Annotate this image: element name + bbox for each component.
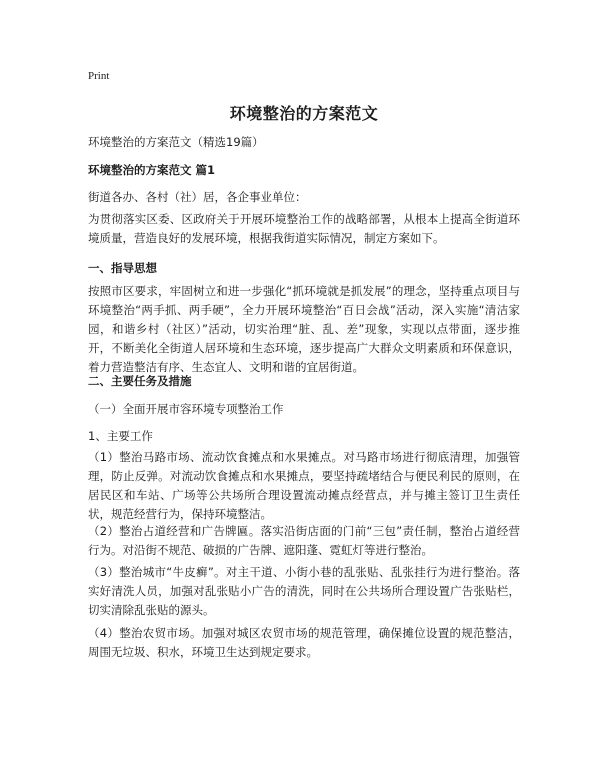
- section-1-paragraph: 按照市区要求，牢固树立和进一步强化“抓环境就是抓发展”的理念，坚持重点项目与环境整治“两手抓、两手硬”，全力开展环境整治“百日会战”活动，深入实施“清洁家园，和谐乡村（社区）”活动，切实治理“脏、乱、差”现象，实现以点带面，逐步推开，不断美化全街道人居环境和生态环境，逐步提高广大群众文明素质和环保意识，着力营造整洁有序、生态宜人、文明和谐的宜居街道。: [88, 284, 520, 374]
- item-4-paragraph: （4）整治农贸市场。加强对城区农贸市场的规范管理，确保摊位设置的规范整洁，周围无垃圾、积水，环境卫生达到规定要求。: [88, 626, 520, 659]
- section-2-heading: 二、主要任务及措施: [88, 374, 192, 388]
- salutation: 街道各办、各村（社）居，各企事业单位：: [88, 190, 307, 204]
- intro-paragraph: 为贯彻落实区委、区政府关于开展环境整治工作的战略部署，从根本上提高全街道环境质量，营造良好的发展环境，根据我街道实际情况，制定方案如下。: [88, 212, 520, 245]
- item-1-paragraph: （1）整治马路市场、流动饮食摊点和水果摊点。对马路市场进行彻底清理，加强管理，防止反弹。对流动饮食摊点和水果摊点，要坚持疏堵结合与便民利民的原则，在居民区和车站、广场等公共场所合理设置流动摊点经营点，并与摊主签订卫生责任状，规范经营行为，保持环境整洁。: [88, 450, 520, 521]
- item-3-paragraph: （3）整治城市“牛皮癣”。对主干道、小街小巷的乱张贴、乱张挂行为进行整治。落实好清洗人员，加强对乱张贴小广告的清洗，同时在公共场所合理设置广告张贴栏，切实清除乱张贴的源头。: [88, 565, 520, 617]
- print-link[interactable]: Print: [88, 70, 110, 82]
- subsection-1-heading: （一）全面开展市容环境专项整治工作: [88, 402, 284, 416]
- document-subtitle: 环境整治的方案范文（精选19篇）: [88, 135, 264, 149]
- item-2-paragraph: （2）整治占道经营和广告牌匾。落实沿街店面的门前“三包”责任制，整治占道经营行为。对沿街不规范、破损的广告牌、遮阳蓬、霓虹灯等进行整治。: [88, 524, 520, 557]
- section-1-heading: 一、指导思想: [88, 261, 157, 275]
- article-heading: 环境整治的方案范文 篇1: [88, 163, 216, 177]
- document-title: 环境整治的方案范文: [229, 104, 379, 123]
- main-work-heading: 1、主要工作: [88, 429, 153, 443]
